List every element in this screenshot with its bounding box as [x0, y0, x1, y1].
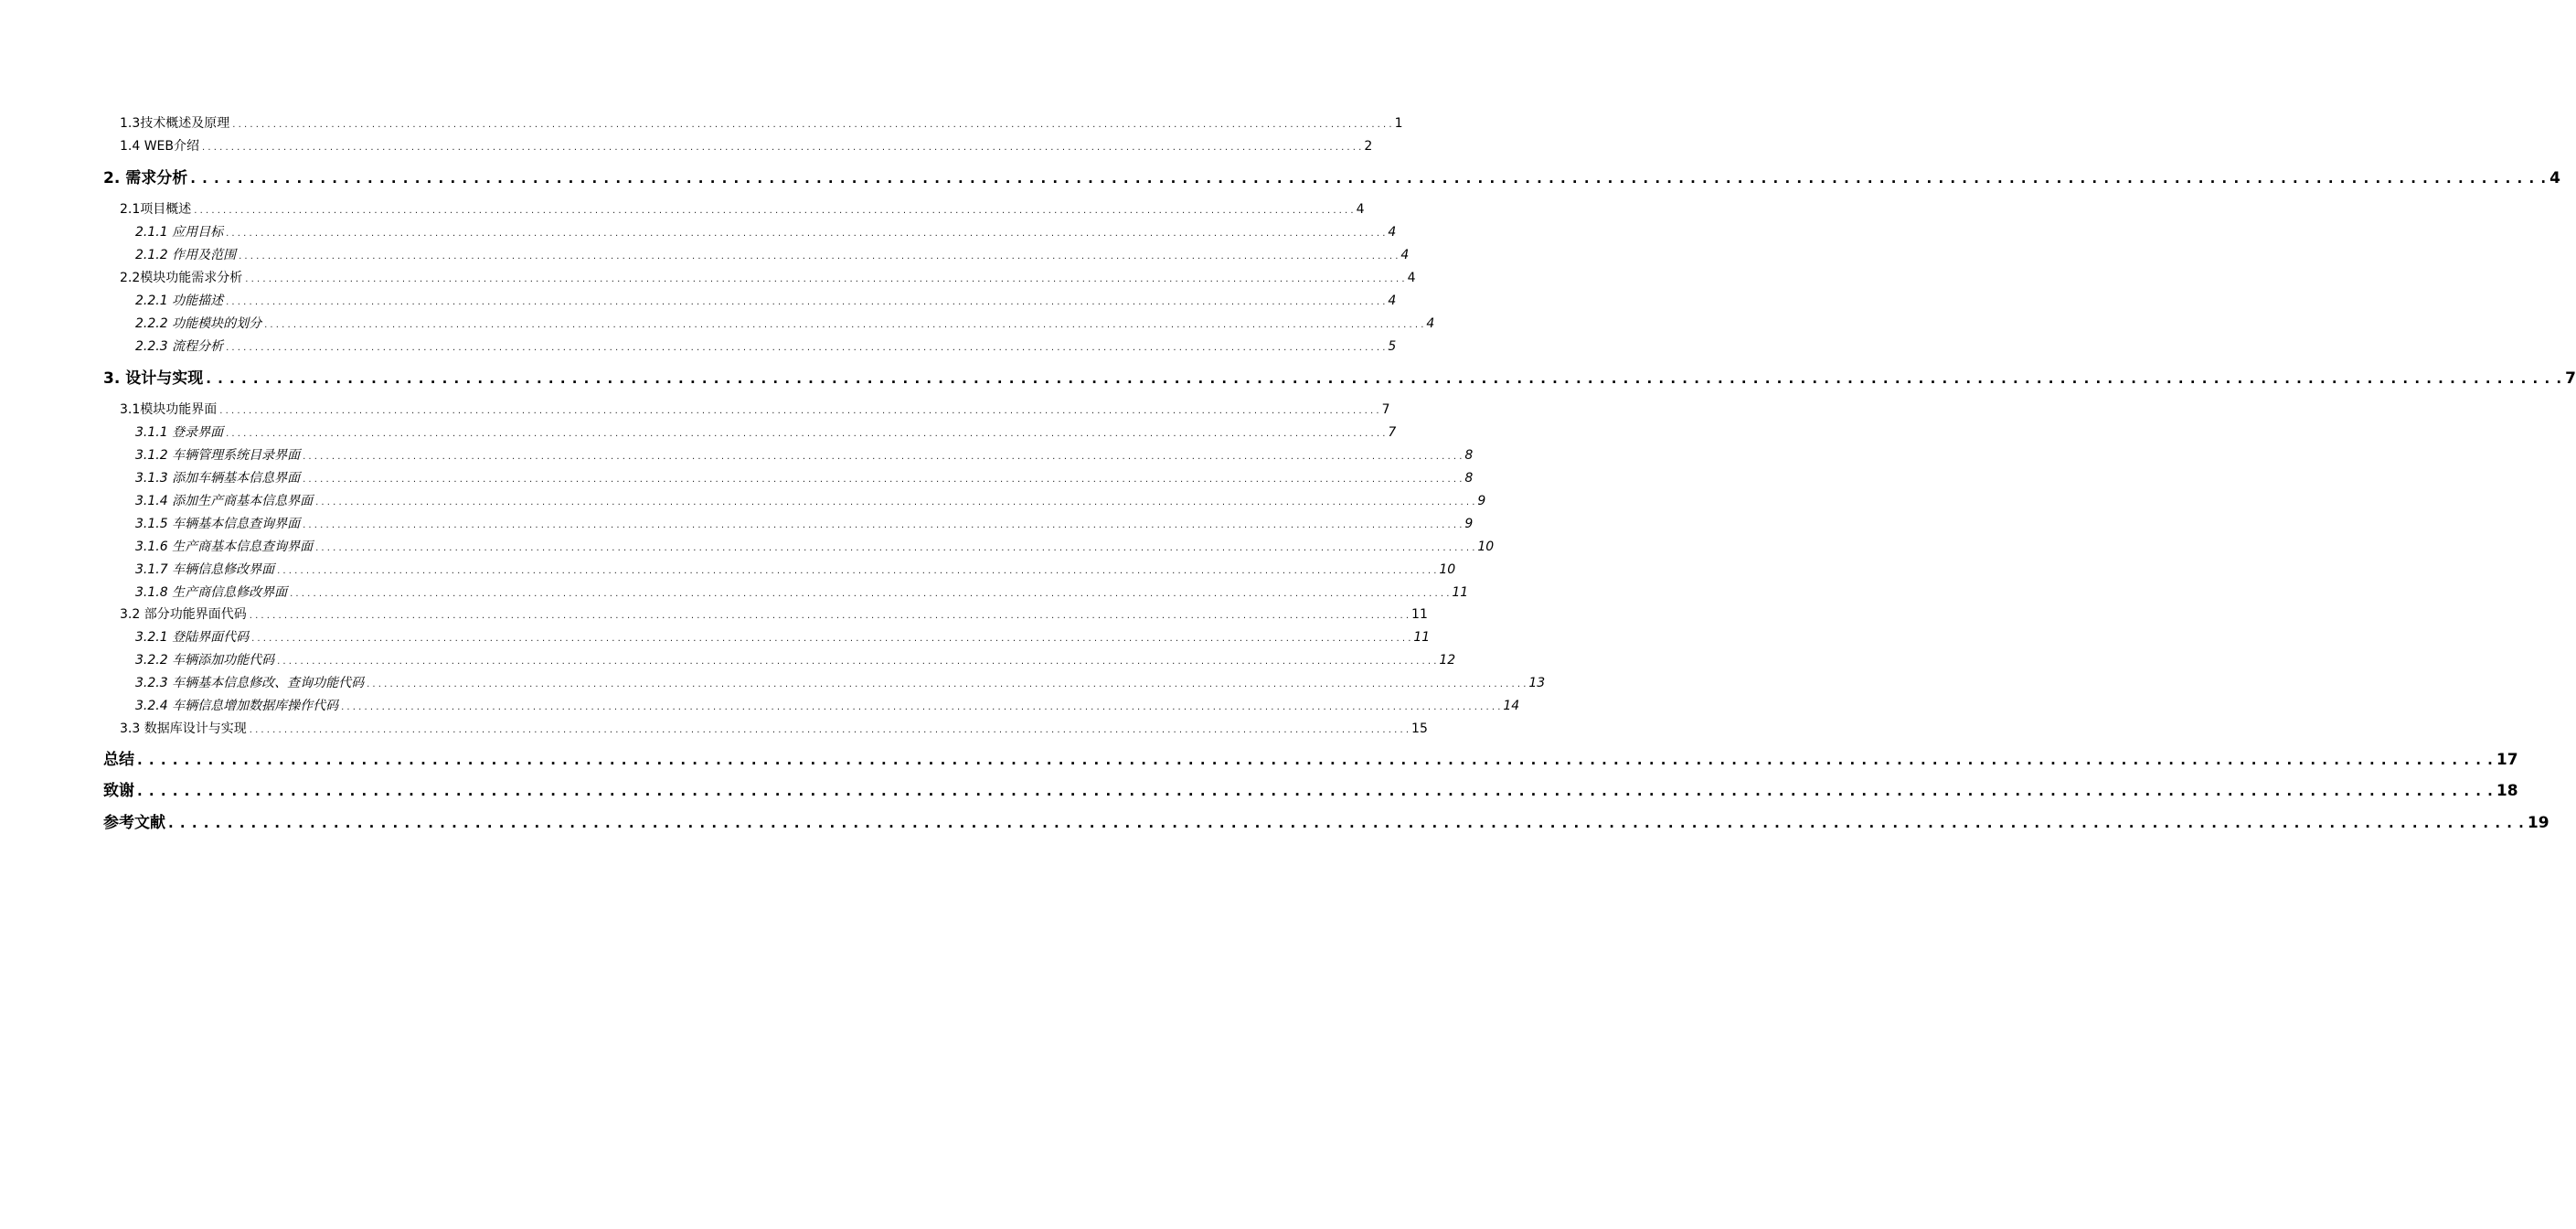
toc-entry[interactable] [135, 650, 1456, 670]
toc-entry[interactable] [120, 113, 1403, 134]
toc-dot-leader: . . . . . . . . . . . . . . . . . . . . . . . . . . . . . . . . . . . . . . . . . . . . . . . . . . . . . . . . . . . . . . . . . . . . . . . . . . . . . . . . . . . . . . . . . . . . . . . . . . . . . . . . . . . . . . . . . . . . . . . . . . . . . . . . . . . . . . . . . . . . . . . . . . . . . . . . . . . . . . . . . . . . . . . . . . . . . . . . . . . . . . . . . . . . . . . . . . . . . . . . [206, 370, 2563, 387]
toc-entry-page-number: 12 [1439, 653, 1456, 668]
toc-entry-title: 3.1.5 车辆基本信息查询界面 [135, 517, 301, 531]
toc-entry-page-number: 10 [1439, 562, 1456, 577]
toc-entry-title: 2.1.2 作用及范围 [135, 248, 237, 262]
toc-dot-leader: . . . . . . . . . . . . . . . . . . . . . . . . . . . . . . . . . . . . . . . . . . . . . . . . . . . . . . . . . . . . . . . . . . . . . . . . . . . . . . . . . . . . . . . . . . . . . . . . . . . . . . . . . . . . . . . . . . . . . . . . . . . . . . . . . . . . . . . . . . . . . . . . . . . . . . . . . . . . . . . . . . . . . . . . . . . . . . . . . . . . . . . . . . . . . . . . . . . . . . . . [290, 589, 1450, 599]
toc-entry-title: 3.1.8 生产商信息修改界面 [135, 585, 288, 600]
toc-dot-leader: . . . . . . . . . . . . . . . . . . . . . . . . . . . . . . . . . . . . . . . . . . . . . . . . . . . . . . . . . . . . . . . . . . . . . . . . . . . . . . . . . . . . . . . . . . . . . . . . . . . . . . . . . . . . . . . . . . . . . . . . . . . . . . . . . . . . . . . . . . . . . . . . . . . . . . . . . . . . . . . . . . . . . . . . . . . . . . . . . . . . . . . . . . . . . . . . . . . . . . . . [137, 783, 2494, 799]
toc-entry[interactable] [135, 673, 1546, 693]
toc-entry-title: 3.1.3 添加车辆基本信息界面 [135, 471, 301, 486]
toc-entry[interactable] [135, 245, 1410, 265]
toc-entry-page-number: 4 [1356, 202, 1365, 217]
toc-entry[interactable] [120, 604, 1428, 625]
toc-entry-title: 2.1项目概述 [120, 202, 192, 217]
toc-entry-title: 3.2 部分功能界面代码 [120, 607, 247, 622]
toc-dot-leader: . . . . . . . . . . . . . . . . . . . . . . . . . . . . . . . . . . . . . . . . . . . . . . . . . . . . . . . . . . . . . . . . . . . . . . . . . . . . . . . . . . . . . . . . . . . . . . . . . . . . . . . . . . . . . . . . . . . . . . . . . . . . . . . . . . . . . . . . . . . . . . . . . . . . . . . . . . . . . . . . . . . . . . . . . . . . . . . . . . . . . . . . . . . . . . . . . . . . . . . . [245, 274, 1405, 284]
toc-dot-leader: . . . . . . . . . . . . . . . . . . . . . . . . . . . . . . . . . . . . . . . . . . . . . . . . . . . . . . . . . . . . . . . . . . . . . . . . . . . . . . . . . . . . . . . . . . . . . . . . . . . . . . . . . . . . . . . . . . . . . . . . . . . . . . . . . . . . . . . . . . . . . . . . . . . . . . . . . . . . . . . . . . . . . . . . . . . . . . . . . . . . . . . . . . . . . . . . . . . . . . . . [226, 297, 1386, 307]
toc-entry-title: 3.1模块功能界面 [120, 402, 218, 417]
toc-entry-title: 致谢 [103, 782, 134, 800]
toc-dot-leader: . . . . . . . . . . . . . . . . . . . . . . . . . . . . . . . . . . . . . . . . . . . . . . . . . . . . . . . . . . . . . . . . . . . . . . . . . . . . . . . . . . . . . . . . . . . . . . . . . . . . . . . . . . . . . . . . . . . . . . . . . . . . . . . . . . . . . . . . . . . . . . . . . . . . . . . . . . . . . . . . . . . . . . . . . . . . . . . . . . . . . . . . . . . . . . . . . . . . . . . . [303, 452, 1463, 462]
toc-entry-page-number: 17 [2496, 751, 2518, 769]
toc-entry[interactable] [120, 719, 1428, 739]
toc-entry-title: 参考文献 [103, 814, 165, 832]
toc-entry[interactable] [135, 696, 1520, 716]
toc-entry-title: 3.2.3 车辆基本信息修改、查询功能代码 [135, 676, 365, 690]
toc-entry[interactable] [120, 199, 1365, 219]
toc-dot-leader: . . . . . . . . . . . . . . . . . . . . . . . . . . . . . . . . . . . . . . . . . . . . . . . . . . . . . . . . . . . . . . . . . . . . . . . . . . . . . . . . . . . . . . . . . . . . . . . . . . . . . . . . . . . . . . . . . . . . . . . . . . . . . . . . . . . . . . . . . . . . . . . . . . . . . . . . . . . . . . . . . . . . . . . . . . . . . . . . . . . . . . . . . . . . . . . . . . . . . . . . [277, 566, 1437, 576]
toc-entry-page-number: 11 [1452, 585, 1469, 600]
toc-entry[interactable] [120, 400, 1390, 420]
toc-entry-page-number: 9 [1464, 517, 1474, 531]
toc-entry-title: 1.4 WEB介绍 [120, 139, 200, 154]
toc-entry[interactable] [135, 445, 1474, 465]
toc-entry[interactable] [135, 537, 1495, 557]
toc-entry-title: 3.2.2 车辆添加功能代码 [135, 653, 275, 668]
toc-entry[interactable] [135, 291, 1397, 311]
toc-entry[interactable] [135, 582, 1469, 603]
toc-dot-leader: . . . . . . . . . . . . . . . . . . . . . . . . . . . . . . . . . . . . . . . . . . . . . . . . . . . . . . . . . . . . . . . . . . . . . . . . . . . . . . . . . . . . . . . . . . . . . . . . . . . . . . . . . . . . . . . . . . . . . . . . . . . . . . . . . . . . . . . . . . . . . . . . . . . . . . . . . . . . . . . . . . . . . . . . . . . . . . . . . . . . . . . . . . . . . . . . . . . . . . . . [249, 611, 1410, 621]
toc-dot-leader: . . . . . . . . . . . . . . . . . . . . . . . . . . . . . . . . . . . . . . . . . . . . . . . . . . . . . . . . . . . . . . . . . . . . . . . . . . . . . . . . . . . . . . . . . . . . . . . . . . . . . . . . . . . . . . . . . . . . . . . . . . . . . . . . . . . . . . . . . . . . . . . . . . . . . . . . . . . . . . . . . . . . . . . . . . . . . . . . . . . . . . . . . . . . . . . . . . . . . . . . [226, 429, 1386, 439]
toc-dot-leader: . . . . . . . . . . . . . . . . . . . . . . . . . . . . . . . . . . . . . . . . . . . . . . . . . . . . . . . . . . . . . . . . . . . . . . . . . . . . . . . . . . . . . . . . . . . . . . . . . . . . . . . . . . . . . . . . . . . . . . . . . . . . . . . . . . . . . . . . . . . . . . . . . . . . . . . . . . . . . . . . . . . . . . . . . . . . . . . . . . . . . . . . . . . . . . . . . . . . . . . . [202, 143, 1362, 153]
toc-entry-page-number: 2 [1364, 139, 1373, 154]
toc-dot-leader: . . . . . . . . . . . . . . . . . . . . . . . . . . . . . . . . . . . . . . . . . . . . . . . . . . . . . . . . . . . . . . . . . . . . . . . . . . . . . . . . . . . . . . . . . . . . . . . . . . . . . . . . . . . . . . . . . . . . . . . . . . . . . . . . . . . . . . . . . . . . . . . . . . . . . . . . . . . . . . . . . . . . . . . . . . . . . . . . . . . . . . . . . . . . . . . . . . . . . . . . [249, 725, 1410, 735]
toc-entry-page-number: 4 [1426, 316, 1435, 331]
toc-entry-title: 2.1.1 应用目标 [135, 225, 224, 240]
toc-dot-leader: . . . . . . . . . . . . . . . . . . . . . . . . . . . . . . . . . . . . . . . . . . . . . . . . . . . . . . . . . . . . . . . . . . . . . . . . . . . . . . . . . . . . . . . . . . . . . . . . . . . . . . . . . . . . . . . . . . . . . . . . . . . . . . . . . . . . . . . . . . . . . . . . . . . . . . . . . . . . . . . . . . . . . . . . . . . . . . . . . . . . . . . . . . . . . . . . . . . . . . . . [219, 406, 1379, 416]
toc-dot-leader: . . . . . . . . . . . . . . . . . . . . . . . . . . . . . . . . . . . . . . . . . . . . . . . . . . . . . . . . . . . . . . . . . . . . . . . . . . . . . . . . . . . . . . . . . . . . . . . . . . . . . . . . . . . . . . . . . . . . . . . . . . . . . . . . . . . . . . . . . . . . . . . . . . . . . . . . . . . . . . . . . . . . . . . . . . . . . . . . . . . . . . . . . . . . . . . . . . . . . . . . [367, 679, 1527, 689]
toc-entry[interactable] [103, 367, 2576, 390]
toc-entry[interactable] [103, 166, 2560, 190]
toc-entry-title: 2.2.1 功能描述 [135, 294, 224, 308]
toc-entry-page-number: 4 [1388, 225, 1397, 240]
toc-entry-page-number: 19 [2527, 814, 2549, 832]
toc-dot-leader: . . . . . . . . . . . . . . . . . . . . . . . . . . . . . . . . . . . . . . . . . . . . . . . . . . . . . . . . . . . . . . . . . . . . . . . . . . . . . . . . . . . . . . . . . . . . . . . . . . . . . . . . . . . . . . . . . . . . . . . . . . . . . . . . . . . . . . . . . . . . . . . . . . . . . . . . . . . . . . . . . . . . . . . . . . . . . . . . . . . . . . . . . . . . . . . . . . . . . . . . [168, 815, 2525, 831]
toc-entry[interactable] [103, 811, 2549, 835]
toc-entry[interactable] [120, 268, 1416, 288]
toc-entry-page-number: 14 [1503, 699, 1520, 713]
toc-entry-title: 2. 需求分析 [103, 169, 188, 187]
toc-entry-title: 3.1.6 生产商基本信息查询界面 [135, 540, 314, 554]
toc-entry-title: 3.1.7 车辆信息修改界面 [135, 562, 275, 577]
toc-entry-page-number: 4 [2549, 169, 2560, 187]
toc-entry-page-number: 7 [1381, 402, 1390, 417]
toc-dot-leader: . . . . . . . . . . . . . . . . . . . . . . . . . . . . . . . . . . . . . . . . . . . . . . . . . . . . . . . . . . . . . . . . . . . . . . . . . . . . . . . . . . . . . . . . . . . . . . . . . . . . . . . . . . . . . . . . . . . . . . . . . . . . . . . . . . . . . . . . . . . . . . . . . . . . . . . . . . . . . . . . . . . . . . . . . . . . . . . . . . . . . . . . . . . . . . . . . . . . . . . . [190, 170, 2548, 187]
toc-dot-leader: . . . . . . . . . . . . . . . . . . . . . . . . . . . . . . . . . . . . . . . . . . . . . . . . . . . . . . . . . . . . . . . . . . . . . . . . . . . . . . . . . . . . . . . . . . . . . . . . . . . . . . . . . . . . . . . . . . . . . . . . . . . . . . . . . . . . . . . . . . . . . . . . . . . . . . . . . . . . . . . . . . . . . . . . . . . . . . . . . . . . . . . . . . . . . . . . . . . . . . . . [303, 475, 1463, 485]
toc-entry-page-number: 4 [1388, 294, 1397, 308]
toc-entry-title: 2.2.2 功能模块的划分 [135, 316, 262, 331]
toc-entry-page-number: 5 [1388, 339, 1397, 354]
toc-entry-title: 3. 设计与实现 [103, 369, 204, 388]
toc-entry-page-number: 10 [1477, 540, 1495, 554]
toc-entry-title: 3.2.1 登陆界面代码 [135, 630, 250, 645]
toc-entry-page-number: 4 [1407, 271, 1416, 285]
toc-entry-title: 3.1.2 车辆管理系统目录界面 [135, 448, 301, 463]
toc-entry[interactable] [135, 422, 1397, 443]
toc-dot-leader: . . . . . . . . . . . . . . . . . . . . . . . . . . . . . . . . . . . . . . . . . . . . . . . . . . . . . . . . . . . . . . . . . . . . . . . . . . . . . . . . . . . . . . . . . . . . . . . . . . . . . . . . . . . . . . . . . . . . . . . . . . . . . . . . . . . . . . . . . . . . . . . . . . . . . . . . . . . . . . . . . . . . . . . . . . . . . . . . . . . . . . . . . . . . . . . . . . . . . . . . [232, 120, 1392, 130]
toc-entry-page-number: 1 [1394, 116, 1403, 131]
toc-entry-title: 1.3技术概述及原理 [120, 116, 230, 131]
toc-entry[interactable] [103, 779, 2518, 803]
toc-entry-title: 3.3 数据库设计与实现 [120, 721, 247, 736]
toc-entry-title: 3.2.4 车辆信息增加数据库操作代码 [135, 699, 339, 713]
toc-entry[interactable] [135, 491, 1486, 511]
toc-entry[interactable] [135, 560, 1456, 580]
toc-dot-leader: . . . . . . . . . . . . . . . . . . . . . . . . . . . . . . . . . . . . . . . . . . . . . . . . . . . . . . . . . . . . . . . . . . . . . . . . . . . . . . . . . . . . . . . . . . . . . . . . . . . . . . . . . . . . . . . . . . . . . . . . . . . . . . . . . . . . . . . . . . . . . . . . . . . . . . . . . . . . . . . . . . . . . . . . . . . . . . . . . . . . . . . . . . . . . . . . . . . . . . . . [315, 543, 1475, 553]
toc-entry-title: 2.2模块功能需求分析 [120, 271, 243, 285]
toc-entry-page-number: 8 [1464, 448, 1474, 463]
toc-entry[interactable] [135, 314, 1435, 334]
toc-entry-page-number: 11 [1413, 630, 1431, 645]
toc-entry[interactable] [103, 748, 2518, 772]
toc-entry-page-number: 18 [2496, 782, 2518, 800]
toc-dot-leader: . . . . . . . . . . . . . . . . . . . . . . . . . . . . . . . . . . . . . . . . . . . . . . . . . . . . . . . . . . . . . . . . . . . . . . . . . . . . . . . . . . . . . . . . . . . . . . . . . . . . . . . . . . . . . . . . . . . . . . . . . . . . . . . . . . . . . . . . . . . . . . . . . . . . . . . . . . . . . . . . . . . . . . . . . . . . . . . . . . . . . . . . . . . . . . . . . . . . . . . . [251, 634, 1411, 644]
toc-entry-title: 2.2.3 流程分析 [135, 339, 224, 354]
toc-dot-leader: . . . . . . . . . . . . . . . . . . . . . . . . . . . . . . . . . . . . . . . . . . . . . . . . . . . . . . . . . . . . . . . . . . . . . . . . . . . . . . . . . . . . . . . . . . . . . . . . . . . . . . . . . . . . . . . . . . . . . . . . . . . . . . . . . . . . . . . . . . . . . . . . . . . . . . . . . . . . . . . . . . . . . . . . . . . . . . . . . . . . . . . . . . . . . . . . . . . . . . . . [315, 497, 1475, 508]
toc-entry-page-number: 15 [1411, 721, 1428, 736]
toc-dot-leader: . . . . . . . . . . . . . . . . . . . . . . . . . . . . . . . . . . . . . . . . . . . . . . . . . . . . . . . . . . . . . . . . . . . . . . . . . . . . . . . . . . . . . . . . . . . . . . . . . . . . . . . . . . . . . . . . . . . . . . . . . . . . . . . . . . . . . . . . . . . . . . . . . . . . . . . . . . . . . . . . . . . . . . . . . . . . . . . . . . . . . . . . . . . . . . . . . . . . . . . . [303, 520, 1463, 530]
toc-dot-leader: . . . . . . . . . . . . . . . . . . . . . . . . . . . . . . . . . . . . . . . . . . . . . . . . . . . . . . . . . . . . . . . . . . . . . . . . . . . . . . . . . . . . . . . . . . . . . . . . . . . . . . . . . . . . . . . . . . . . . . . . . . . . . . . . . . . . . . . . . . . . . . . . . . . . . . . . . . . . . . . . . . . . . . . . . . . . . . . . . . . . . . . . . . . . . . . . . . . . . . . . [239, 251, 1399, 262]
toc-entry-page-number: 9 [1477, 494, 1486, 508]
toc-entry-page-number: 4 [1400, 248, 1410, 262]
toc-entry-title: 3.1.4 添加生产商基本信息界面 [135, 494, 314, 508]
toc-entry[interactable] [120, 136, 1373, 156]
toc-dot-leader: . . . . . . . . . . . . . . . . . . . . . . . . . . . . . . . . . . . . . . . . . . . . . . . . . . . . . . . . . . . . . . . . . . . . . . . . . . . . . . . . . . . . . . . . . . . . . . . . . . . . . . . . . . . . . . . . . . . . . . . . . . . . . . . . . . . . . . . . . . . . . . . . . . . . . . . . . . . . . . . . . . . . . . . . . . . . . . . . . . . . . . . . . . . . . . . . . . . . . . . . [264, 320, 1424, 330]
toc-entry-title: 3.1.1 登录界面 [135, 425, 224, 440]
toc-entry[interactable] [135, 468, 1474, 488]
toc-entry[interactable] [135, 337, 1397, 357]
toc-entry-page-number: 8 [1464, 471, 1474, 486]
toc-dot-leader: . . . . . . . . . . . . . . . . . . . . . . . . . . . . . . . . . . . . . . . . . . . . . . . . . . . . . . . . . . . . . . . . . . . . . . . . . . . . . . . . . . . . . . . . . . . . . . . . . . . . . . . . . . . . . . . . . . . . . . . . . . . . . . . . . . . . . . . . . . . . . . . . . . . . . . . . . . . . . . . . . . . . . . . . . . . . . . . . . . . . . . . . . . . . . . . . . . . . . . . . [226, 229, 1386, 239]
toc-entry-page-number: 13 [1528, 676, 1546, 690]
toc-entry-page-number: 11 [1411, 607, 1428, 622]
toc-dot-leader: . . . . . . . . . . . . . . . . . . . . . . . . . . . . . . . . . . . . . . . . . . . . . . . . . . . . . . . . . . . . . . . . . . . . . . . . . . . . . . . . . . . . . . . . . . . . . . . . . . . . . . . . . . . . . . . . . . . . . . . . . . . . . . . . . . . . . . . . . . . . . . . . . . . . . . . . . . . . . . . . . . . . . . . . . . . . . . . . . . . . . . . . . . . . . . . . . . . . . . . . [194, 206, 1354, 216]
toc-entry[interactable] [135, 514, 1474, 534]
toc-dot-leader: . . . . . . . . . . . . . . . . . . . . . . . . . . . . . . . . . . . . . . . . . . . . . . . . . . . . . . . . . . . . . . . . . . . . . . . . . . . . . . . . . . . . . . . . . . . . . . . . . . . . . . . . . . . . . . . . . . . . . . . . . . . . . . . . . . . . . . . . . . . . . . . . . . . . . . . . . . . . . . . . . . . . . . . . . . . . . . . . . . . . . . . . . . . . . . . . . . . . . . . . [341, 702, 1501, 712]
toc-entry[interactable] [135, 627, 1431, 647]
toc-dot-leader: . . . . . . . . . . . . . . . . . . . . . . . . . . . . . . . . . . . . . . . . . . . . . . . . . . . . . . . . . . . . . . . . . . . . . . . . . . . . . . . . . . . . . . . . . . . . . . . . . . . . . . . . . . . . . . . . . . . . . . . . . . . . . . . . . . . . . . . . . . . . . . . . . . . . . . . . . . . . . . . . . . . . . . . . . . . . . . . . . . . . . . . . . . . . . . . . . . . . . . . . [226, 343, 1386, 353]
toc-dot-leader: . . . . . . . . . . . . . . . . . . . . . . . . . . . . . . . . . . . . . . . . . . . . . . . . . . . . . . . . . . . . . . . . . . . . . . . . . . . . . . . . . . . . . . . . . . . . . . . . . . . . . . . . . . . . . . . . . . . . . . . . . . . . . . . . . . . . . . . . . . . . . . . . . . . . . . . . . . . . . . . . . . . . . . . . . . . . . . . . . . . . . . . . . . . . . . . . . . . . . . . . [137, 752, 2494, 768]
toc-entry-title: 总结 [103, 751, 134, 769]
toc-dot-leader: . . . . . . . . . . . . . . . . . . . . . . . . . . . . . . . . . . . . . . . . . . . . . . . . . . . . . . . . . . . . . . . . . . . . . . . . . . . . . . . . . . . . . . . . . . . . . . . . . . . . . . . . . . . . . . . . . . . . . . . . . . . . . . . . . . . . . . . . . . . . . . . . . . . . . . . . . . . . . . . . . . . . . . . . . . . . . . . . . . . . . . . . . . . . . . . . . . . . . . . . [277, 657, 1437, 667]
toc-entry-page-number: 7 [1388, 425, 1397, 440]
toc-entry[interactable] [135, 222, 1397, 242]
toc-entry-page-number: 7 [2565, 369, 2576, 388]
